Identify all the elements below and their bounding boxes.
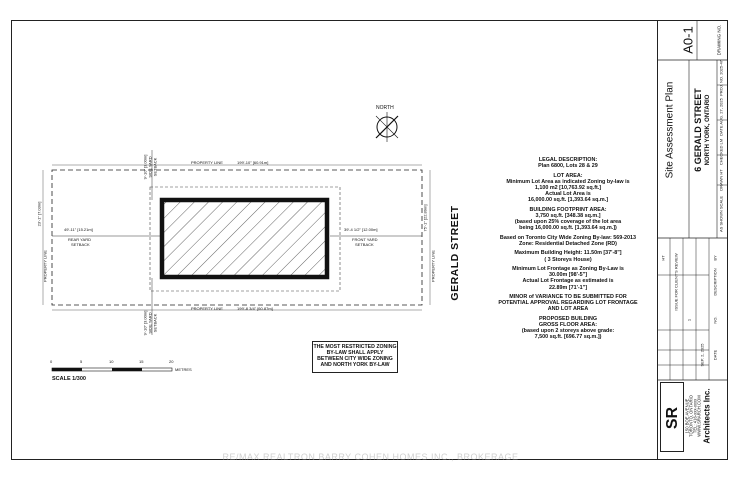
front-yard-dimension: 39'-4 1/2" [12.00m] bbox=[344, 227, 378, 232]
legal-line: ( 3 Storeys House) bbox=[544, 256, 592, 263]
drawn-by: DRAWN HT bbox=[718, 169, 724, 191]
top-dimension: 199'-10" [60.91m] bbox=[237, 160, 269, 165]
side-yard-bottom-setback: SETBACK bbox=[152, 313, 158, 333]
firm-address-4: WWW.SRARCH.COM bbox=[696, 395, 702, 437]
legal-line: 30.00m [98'-5"] bbox=[549, 272, 587, 279]
rear-yard-setback: SETBACK bbox=[71, 242, 90, 247]
zoning-title: Based on Toronto City Wide Zoning By-law: 569-2013 bbox=[499, 234, 637, 241]
scale-bar bbox=[52, 368, 172, 371]
side-yard-top-label: SIDE YARD bbox=[147, 156, 153, 178]
project-address: 6 GERALD STREET bbox=[693, 88, 703, 172]
front-yard-setback: SETBACK bbox=[355, 242, 374, 247]
revision-number: 1 bbox=[686, 318, 692, 322]
legal-line: 7,500 sq.ft. [696.77 sq.m.]) bbox=[534, 334, 602, 341]
scale-field: AS SHOWN SCALE bbox=[718, 195, 724, 233]
col-by: BY bbox=[712, 255, 718, 261]
bottom-dimension: 199'-8 3/4" [60.87m] bbox=[237, 306, 273, 311]
property-line-label-right: PROPERTY LINE bbox=[430, 250, 436, 282]
left-vertical-dimension: 23'-1" [7.03m] bbox=[36, 201, 42, 227]
legal-line: GROSS FLOOR AREA: bbox=[538, 321, 598, 328]
drawing-number: A0-1 bbox=[680, 26, 696, 54]
firm-logo bbox=[660, 382, 684, 452]
lot-area-title: LOT AREA: bbox=[553, 172, 583, 179]
side-yard-bottom-label: SIDE YARD bbox=[147, 312, 153, 334]
scale-tick-15: 15 bbox=[139, 359, 144, 364]
rear-yard-label: REAR YARD bbox=[68, 237, 91, 242]
legal-line: 1,100 m2 [10,763.92 sq.ft.] bbox=[534, 185, 602, 191]
legal-line: (based upon 2 storeys above grade: bbox=[521, 328, 615, 335]
watermark: RE/MAX REALTRON BARRY COHEN HOMES INC., BROKERAGE bbox=[222, 452, 519, 462]
legal-line: POTENTIAL APPROVAL REGARDING LOT FRONTAGE bbox=[498, 300, 638, 307]
revision-date: SEP. 2, 2025 bbox=[699, 343, 705, 367]
legal-line: Zone: Residential Detached Zone (RD) bbox=[519, 241, 617, 247]
firm-name: Architects Inc. bbox=[702, 388, 712, 444]
checked-by: CHECKED LM bbox=[718, 138, 724, 166]
footprint-title: BUILDING FOOTPRINT AREA: bbox=[529, 206, 607, 213]
height-title: Maximum Building Height: 11.50m [37'-8"] bbox=[514, 250, 622, 257]
side-yard-top-setback: SETBACK bbox=[152, 157, 158, 177]
scale-unit: METRES bbox=[175, 367, 192, 372]
legal-line: 16,000.00 sq.ft. [1,393.64 sq.m.] bbox=[527, 197, 608, 204]
legal-title: LEGAL DESCRIPTION: bbox=[538, 157, 598, 163]
revision-description: ISSUE FOR CLIENT'S REVIEW bbox=[673, 253, 679, 311]
logo-icon: SR bbox=[664, 406, 681, 430]
col-date: DATE bbox=[712, 349, 718, 361]
scale-tick-0: 0 bbox=[50, 359, 53, 364]
sheet-title: Site Assessment Plan bbox=[664, 81, 676, 179]
north-label: NORTH bbox=[376, 105, 394, 111]
right-vertical-dimension: 75'-1" [22.89m] bbox=[422, 204, 428, 232]
firm-address-3: TEL: 416-xxx-xxxx bbox=[692, 398, 698, 434]
scale-label: SCALE 1/300 bbox=[52, 376, 86, 382]
legal-line: 3,750 sq.ft. [348.38 sq.m.] bbox=[535, 213, 601, 219]
scale-tick-10: 10 bbox=[109, 359, 114, 364]
rear-yard-dimension: 49'-11" [15.21m] bbox=[64, 227, 93, 232]
scale-tick-5: 5 bbox=[80, 359, 83, 364]
side-yard-bottom-dim: 9'-10" [3.00m] bbox=[142, 310, 148, 336]
side-yard-top-dim: 9'-10" [3.00m] bbox=[142, 154, 148, 180]
legal-line: Plan 6800, Lots 28 & 29 bbox=[538, 163, 598, 170]
property-line-label-bottom: PROPERTY LINE bbox=[191, 306, 223, 311]
street-name: GERALD STREET bbox=[449, 205, 461, 301]
gfa-title: PROPOSED BUILDING bbox=[538, 315, 598, 322]
legal-line: being 16,000.00 sq.ft. [1,393.64 sq.m.]) bbox=[519, 225, 617, 232]
legal-line: AND LOT AREA bbox=[547, 306, 589, 313]
north-arrow-icon bbox=[376, 112, 398, 142]
legal-line: Actual Lot Frontage as estimated is bbox=[522, 278, 614, 285]
legal-line: Minimum Lot Area as indicated Zoning by-law is bbox=[506, 178, 630, 185]
project-city: NORTH YORK, ONTARIO bbox=[705, 94, 711, 166]
firm-address-2: TORONTO, ONTARIO bbox=[688, 395, 694, 437]
building-footprint bbox=[162, 200, 327, 277]
frontage-title: Minimum Lot Frontage as Zoning By-Law is bbox=[512, 265, 624, 272]
front-yard-label: FRONT YARD bbox=[352, 237, 378, 242]
col-no: NO. bbox=[712, 316, 718, 324]
legal-line: Actual Lot Area is bbox=[545, 191, 591, 198]
revision-by: HT bbox=[660, 255, 666, 261]
firm-address-1: 150 BOE AVENUE bbox=[684, 398, 690, 434]
variance-title: MINOR of VARIANCE TO BE SUBMITTED FOR bbox=[509, 293, 627, 300]
property-line-label-left: PROPERTY LINE bbox=[42, 250, 48, 282]
drawing-no-label: DRAWING NO. bbox=[716, 24, 722, 56]
legal-line: 22.89m [71'-1"] bbox=[549, 284, 587, 291]
zoning-notice: THE MOST RESTRICTED ZONING BY-LAW SHALL APPLY BETWEEN CITY WIDE ZONING AND NORTH YORK BY-LAW bbox=[312, 341, 398, 373]
legal-line: (based upon 25% coverage of the lot area bbox=[514, 219, 622, 226]
property-line-label-top: PROPERTY LINE bbox=[191, 160, 223, 165]
drawing-date: DATE AUG. 27, 2025 bbox=[718, 98, 724, 136]
legal-description bbox=[486, 157, 650, 344]
project-number: PROJ. NO. 2025-47 bbox=[718, 60, 724, 96]
col-description: DESCRIPTION bbox=[712, 268, 718, 296]
scale-tick-20: 20 bbox=[169, 359, 174, 364]
